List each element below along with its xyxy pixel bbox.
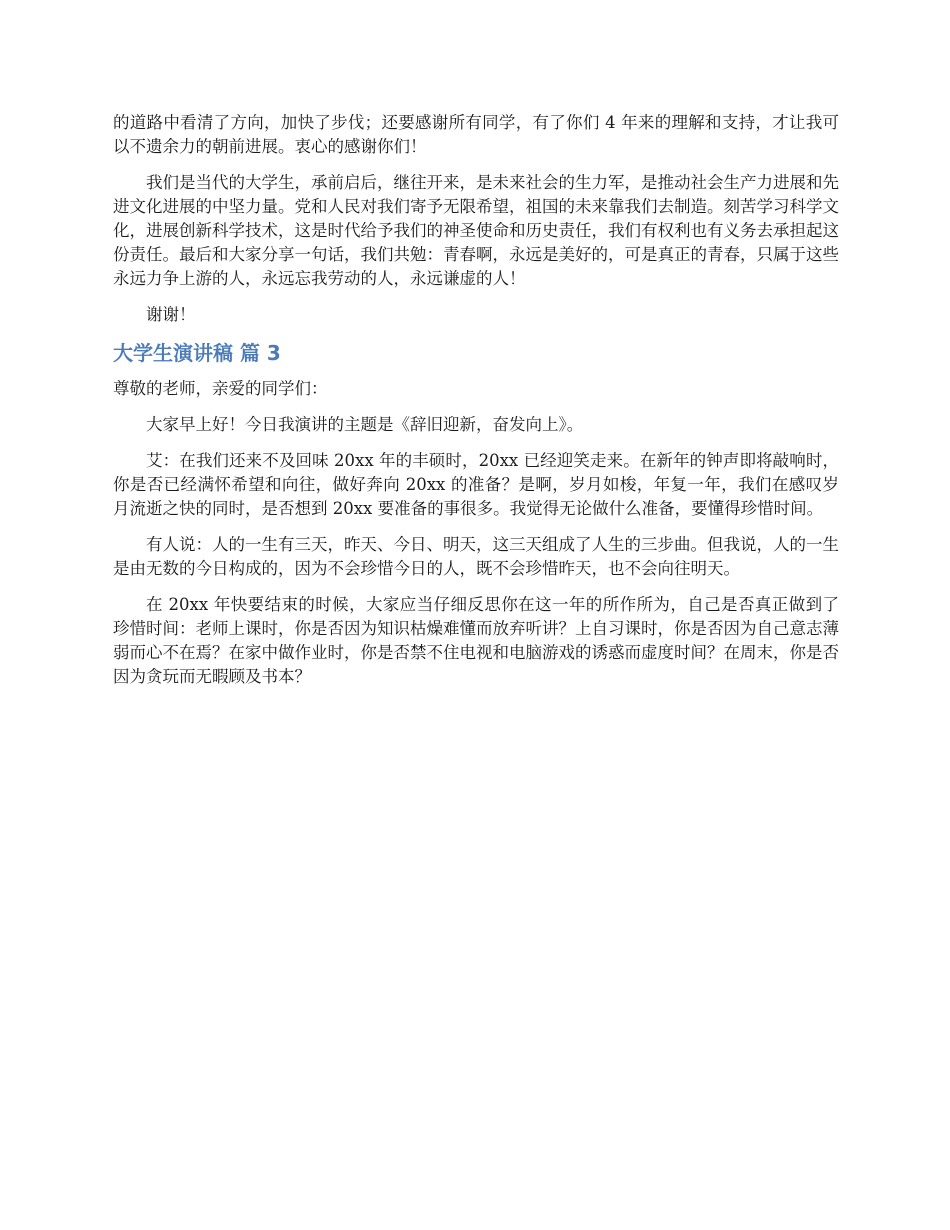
document-page (113, 111, 839, 701)
paragraph-continuation: 的道路中看清了方向，加快了步伐；还要感谢所有同学，有了你们 4 年来的理解和支持，才让我可以不遗余力的朝前进展。衷心的感谢你们！ (113, 113, 839, 156)
paragraph-greeting: 大家早上好！今日我演讲的主题是《辞旧迎新，奋发向上》。 (146, 415, 584, 434)
paragraph-reflection: 在 20xx 年快要结束的时候，大家应当仔细反思你在这一年的所作所为，自己是否真正做到了珍惜时间：老师上课时，你是否因为知识枯燥难懂而放弃听讲？上自习课时，你是否因为自己意志薄弱而心不在焉？在家中做作业时，你是否禁不住电视和电脑游戏的诱惑而虚度时间？在周末，你是否因为贪玩而无暇顾及书本？ (113, 595, 839, 686)
paragraph-salutation: 尊敬的老师，亲爱的同学们： (113, 379, 328, 398)
paragraph-new-year: 艾：在我们还来不及回味 20xx 年的丰硕时，20xx 已经迎笑走来。在新年的钟声即将敲响时，你是否已经满怀希望和向往，做好奔向 20xx 的准备？是啊，岁月如梭，年复一年，我们在感叹岁月流逝之快的同时，是否想到 20xx 要准备的事很多。我觉得无论做什么准备，要懂得珍惜时间。 (113, 451, 839, 518)
paragraph-three-days: 有人说：人的一生有三天，昨天、今日、明天，这三天组成了人生的三步曲。但我说，人的一生是由无数的今日构成的，因为不会珍惜今日的人，既不会珍惜昨天，也不会向往明天。 (113, 535, 839, 578)
paragraph-thanks: 谢谢！ (146, 305, 196, 324)
paragraph-youth: 我们是当代的大学生，承前启后，继往开来，是未来社会的生力军，是推动社会生产力进展和先进文化进展的中坚力量。党和人民对我们寄予无限希望，祖国的未来靠我们去制造。刻苦学习科学文化，进展创新科学技术，这是时代给予我们的神圣使命和历史责任，我们有权利也有义务去承担起这份责任。最后和大家分享一句话，我们共勉：青春啊，永远是美好的，可是真正的青春，只属于这些永远力争上游的人，永远忘我劳动的人，永远谦虚的人！ (113, 173, 839, 288)
section-heading: 大学生演讲稿 篇 3 (113, 341, 281, 365)
